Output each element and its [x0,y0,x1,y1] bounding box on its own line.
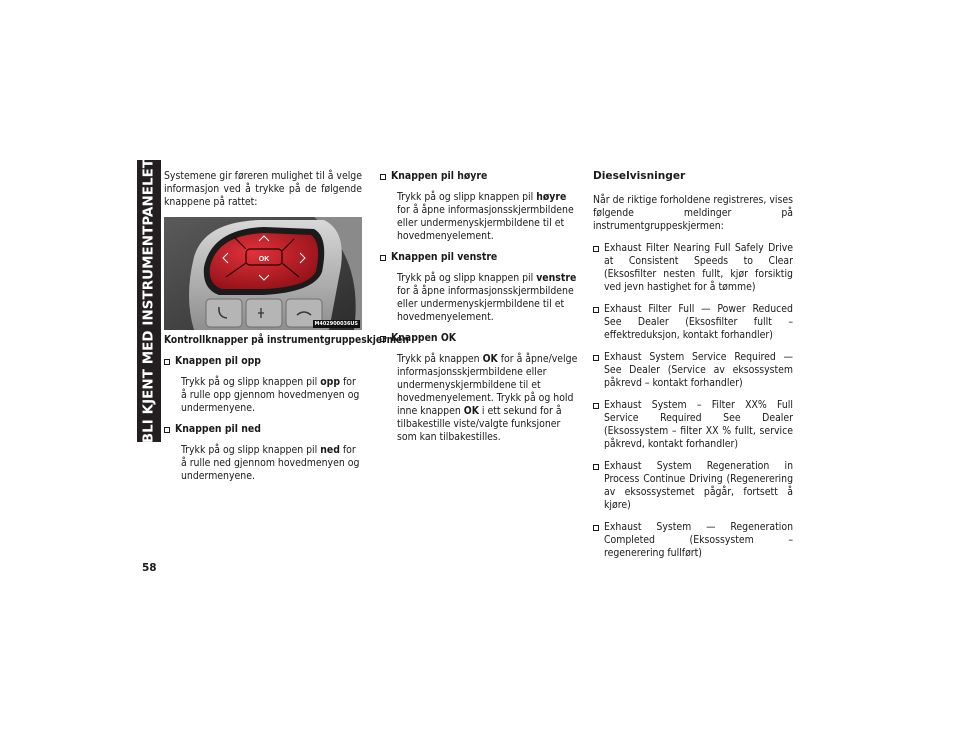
message-item [593,303,793,342]
message-item [593,242,793,294]
item-left [380,251,578,324]
figure-caption: Kontrollknapper på instrumentgruppeskjermen [164,335,409,346]
bullet-square-icon [380,174,386,180]
item-down [164,423,362,483]
bullet-square-icon [164,359,170,365]
message-item [593,399,793,451]
key-word: ned [320,444,340,456]
column-1 [164,170,409,483]
steering-wheel-illustration [164,217,362,330]
bullet-square-icon [380,255,386,261]
item-text: Trykk på og slipp knappen pil opp for å rulle opp gjennom hovedmenyen og undermenyene. [181,376,360,414]
item-heading: Knappen pil høyre [391,170,488,182]
message-text: Exhaust Filter Full — Power Reduced See Dealer (Eksosfilter fullt – effektreduksjon, kontakt forhandler) [604,303,793,341]
item-heading: Knappen pil venstre [391,251,498,263]
item-text: Trykk på og slipp knappen pil ned for å rulle ned gjennom hovedmenyen og undermenyene. [181,444,360,482]
key-word: høyre [536,191,567,203]
item-ok [380,332,578,444]
chapter-title: BLI KJENT MED INSTRUMENTPANELET [141,158,157,444]
message-item [593,460,793,512]
bullet-square-icon [593,355,599,361]
bullet-square-icon [593,525,599,531]
bullet-square-icon [593,246,599,252]
bullet-square-icon [380,336,386,342]
page-number: 58 [142,562,157,574]
key-word: OK [463,405,479,417]
column-3 [593,170,793,560]
column-2 [380,170,578,444]
message-text: Exhaust Filter Nearing Full Safely Drive at Consistent Speeds to Clear (Eksosfilter nesten fullt, kjør forsiktig ved jevn hastighet for å tømme) [604,242,793,293]
item-text: Trykk på knappen OK for å åpne/velge informasjonsskjermbildene eller undermenyskjermbildene til et hovedmenyelement. Trykk på og hold inne knappen OK i ett sekund for å tilbakestille viste/valgte funksjoner som kan tilbakestilles. [397,353,578,443]
item-heading: Knappen pil opp [175,355,261,367]
figure-id: M402900036US [314,321,358,327]
bullet-square-icon [593,403,599,409]
message-text: Exhaust System — Regeneration Completed (Eksossystem – regenerering fullført) [604,521,793,559]
bullet-square-icon [593,307,599,313]
message-item [593,351,793,390]
item-up [164,355,362,415]
bullet-square-icon [593,464,599,470]
item-text: Trykk på og slipp knappen pil høyre for å åpne informasjonsskjermbildene eller undermenyskjermbildene til et hovedmenyelement. [397,191,574,242]
message-text: Exhaust System Regeneration in Process Continue Driving (Regenerering av eksossystemet pågår, fortsett å kjøre) [604,460,793,511]
steering-wheel-controls-figure [164,217,362,330]
message-text: Exhaust System – Filter XX% Full Service Required See Dealer (Eksossystem – filter XX % fullt, service påkrevd, kontakt forhandler) [604,399,793,450]
chapter-side-tab [137,160,161,442]
item-text: Trykk på og slipp knappen pil venstre for å åpne informasjonsskjermbildene eller undermenyskjermbildene til et hovedmenyelement. [397,272,577,323]
message-text: Exhaust System Service Required — See Dealer (Service av eksossystem påkrevd – kontakt forhandler) [604,351,793,389]
bullet-square-icon [164,427,170,433]
key-word: venstre [536,272,577,284]
key-word: OK [482,353,498,365]
item-heading: Knappen pil ned [175,423,261,435]
item-right [380,170,578,243]
intro-paragraph: Systemene gir føreren mulighet til å velge informasjon ved å trykke på de følgende knappene på rattet: [164,170,362,208]
message-item [593,521,793,560]
section-intro: Når de riktige forholdene registreres, vises følgende meldinger på instrumentgruppeskjermen: [593,194,793,232]
section-heading: Dieselvisninger [593,170,686,182]
item-heading: Knappen OK [391,332,457,344]
key-word: opp [320,376,341,388]
ok-label: OK [258,256,270,263]
